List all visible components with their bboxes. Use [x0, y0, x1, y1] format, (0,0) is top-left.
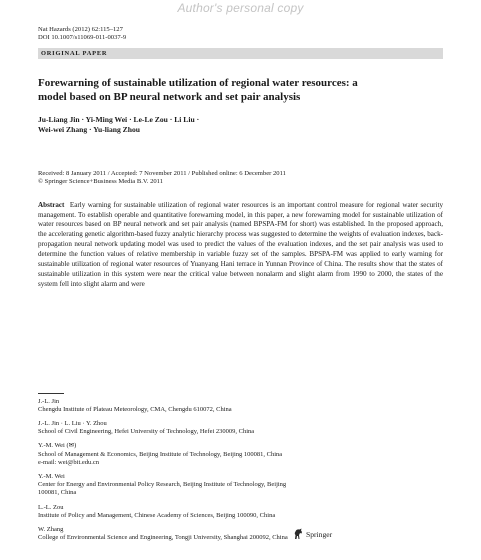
journal-citation: Nat Hazards (2012) 62:115–127	[38, 26, 123, 33]
paper-title: Forewarning of sustainable utilization of regional water resources: a model based on BP neural network and set pair analysis	[38, 77, 358, 103]
affiliation-address: College of Environmental Science and Engineering, Tongji University, Shanghai 200092, China	[38, 534, 288, 542]
publication-dates	[38, 170, 443, 187]
affiliation-authors: W. Zhang	[38, 526, 64, 534]
affiliation-authors: J.-L. Jin	[38, 397, 60, 405]
section-label: ORIGINAL PAPER	[38, 48, 443, 59]
footnote-rule	[38, 393, 64, 394]
abstract-text: Early warning for sustainable utilization of regional water resources is an important control measure for regional water security management. To establish operable and quantitative forewarning model, in this paper, a new forewarning model for sustainable utilization of water resources based on BP neural network and set pair analysis (named BPSPA-FM for short) was established. In the proposed approach, the accelerating genetic algorithm-based fuzzy analytic hierarchy process was suggested to determine the weights of evaluation indexes, back-propagation neural network updating model was used to predict the values of the evaluation indexes, and the set pair analysis was used to determine the function values of relative membership in variable fuzzy set of the samples. BPSPA-FM was applied to early warning for sustainable utilization of regional water resources of Yuanyang Hani terrace in Yunnan Province of China. The results show that the states of sustainable utilization in this system were near the critical value between nonalarm and slight alarm from 1990 to 2000, the states of the system fell into slight alarm and were	[38, 200, 443, 288]
article-page	[38, 26, 443, 548]
affiliation-authors: Y.-M. Wei	[38, 473, 65, 481]
affiliation-item	[38, 398, 443, 414]
affiliations	[38, 398, 443, 543]
affiliation-address: Center for Energy and Environmental Policy Research, Beijing Institute of Technology, Beijing	[38, 481, 287, 489]
affiliation-authors: L.-L. Zou	[38, 503, 64, 511]
doi[interactable]: DOI 10.1007/s11069-011-0037-9	[38, 34, 127, 42]
abstract-label: Abstract	[38, 200, 65, 209]
copyright-line: © Springer Science+Business Media B.V. 2011	[38, 178, 164, 186]
publisher-logo	[293, 528, 332, 540]
author-list	[38, 115, 443, 135]
affiliation-item	[38, 442, 443, 467]
affiliation-address: School of Civil Engineering, Hefei University of Technology, Hefei 230009, China	[38, 428, 255, 436]
author-line-1: Ju-Liang Jin · Yi-Ming Wei · Le-Le Zou · Li Liu ·	[38, 114, 200, 124]
affiliation-address: School of Management & Economics, Beijing Institute of Technology, Beijing 100081, China	[38, 450, 283, 458]
affiliation-address-cont: 100081, China	[38, 489, 77, 497]
dates-line: Received: 8 January 2011 / Accepted: 7 November 2011 / Published online: 6 December 2011	[38, 169, 286, 177]
affiliation-item	[38, 473, 443, 498]
affiliation-item	[38, 504, 443, 520]
page-footer	[0, 528, 481, 542]
affiliation-item	[38, 420, 443, 436]
affiliation-address: Chengdu Institute of Plateau Meteorology, CMA, Chengdu 610072, China	[38, 405, 232, 413]
watermark: Author's personal copy	[177, 1, 304, 15]
publisher-name: Springer	[306, 529, 333, 539]
affiliation-authors: Y.-M. Wei (✉)	[38, 442, 77, 450]
abstract	[38, 201, 443, 389]
affiliation-authors: J.-L. Jin · L. Liu · Y. Zhou	[38, 420, 107, 428]
springer-horse-icon	[293, 528, 303, 540]
author-email[interactable]: e-mail: wei@bit.edu.cn	[38, 458, 100, 466]
author-line-2: Wei-wei Zhang · Yu-liang Zhou	[38, 124, 140, 134]
affiliation-address: Institute of Policy and Management, Chinese Academy of Sciences, Beijing 100090, China	[38, 511, 276, 519]
